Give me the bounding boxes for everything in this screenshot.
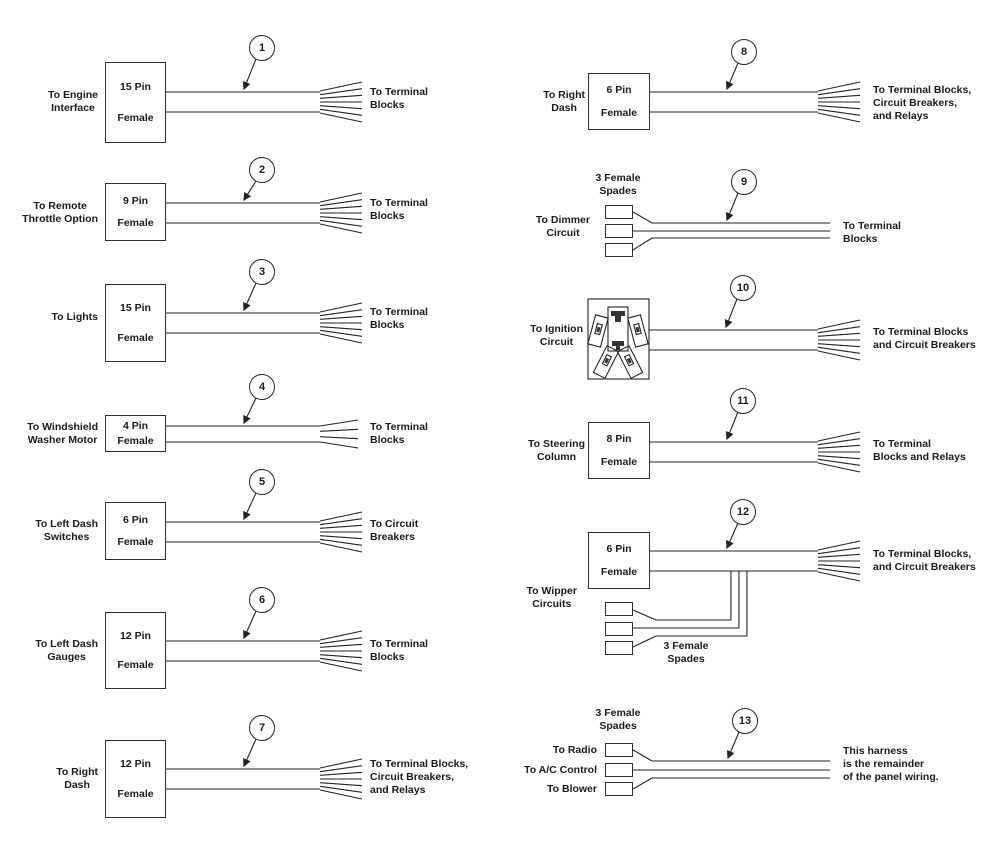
harness-9-right-label bbox=[843, 220, 901, 246]
label-line: To Terminal Blocks, bbox=[873, 548, 972, 560]
harness-12-spade-1 bbox=[605, 602, 633, 616]
connector-pins: 12 Pin bbox=[120, 758, 151, 771]
harness-2-right-label bbox=[370, 197, 428, 223]
label-line: To Windshield bbox=[27, 421, 98, 433]
harness-9-spade-3 bbox=[605, 243, 633, 257]
harness-1-right-label bbox=[370, 86, 428, 112]
harness-8-right-label bbox=[873, 84, 971, 123]
label-line: Blocks bbox=[370, 651, 405, 663]
label-line: Blocks bbox=[370, 99, 405, 111]
connector-gender: Female bbox=[117, 217, 154, 230]
harness-2-wires bbox=[166, 181, 362, 233]
connector-pins: 9 Pin bbox=[122, 194, 149, 207]
ignition-connector-icon bbox=[588, 299, 649, 379]
harness-3-callout: 3 bbox=[249, 259, 275, 285]
connector-gender: Female bbox=[117, 111, 154, 124]
label-line: To Wipper bbox=[526, 585, 577, 597]
label-line: To Remote bbox=[33, 200, 87, 212]
connector-gender: Female bbox=[600, 565, 638, 578]
harness-5-wires bbox=[166, 493, 362, 552]
label-line: Blocks bbox=[370, 434, 405, 446]
connector-pins: 4 Pin bbox=[122, 419, 149, 432]
harness-9-spade-1 bbox=[605, 205, 633, 219]
harness-13-radio-label: To Radio bbox=[552, 744, 597, 756]
harness-11-callout: 11 bbox=[730, 388, 756, 414]
harness-4-connector-box bbox=[105, 415, 166, 452]
harness-12-connector-box bbox=[588, 532, 650, 589]
harness-1-callout: 1 bbox=[249, 35, 275, 61]
harness-8-wires bbox=[650, 63, 860, 122]
harness-13-wires bbox=[633, 732, 830, 789]
harness-3-connector-box bbox=[105, 284, 166, 362]
connector-pins: 15 Pin bbox=[120, 302, 151, 315]
label-line: 3 Female bbox=[663, 640, 709, 652]
label-line: of the panel wiring. bbox=[843, 771, 939, 783]
label-line: To Steering bbox=[528, 438, 585, 450]
harness-13-blower-label: To Blower bbox=[547, 783, 597, 795]
harness-13-spades-label bbox=[585, 707, 651, 733]
harness-5-connector-box bbox=[105, 502, 166, 560]
harness-3-right-label bbox=[370, 306, 428, 332]
harness-9-wires bbox=[633, 193, 830, 250]
harness-1-wires bbox=[166, 59, 362, 122]
label-line: Circuit bbox=[539, 336, 574, 348]
connector-pins: 12 Pin bbox=[120, 630, 151, 642]
harness-12-right-label bbox=[873, 548, 976, 574]
harness-7-callout: 7 bbox=[249, 715, 275, 741]
harness-12-callout: 12 bbox=[730, 499, 756, 525]
label-line: Circuit Breakers, bbox=[370, 771, 455, 783]
harness-4-left-label bbox=[27, 421, 98, 447]
label-line: Spades bbox=[599, 185, 637, 197]
harness-13-ac-control-label: To A/C Control bbox=[524, 764, 597, 776]
label-line: To Terminal bbox=[843, 220, 901, 232]
harness-2-connector-box bbox=[105, 183, 166, 241]
harness-1-left-label bbox=[48, 89, 98, 115]
label-line: To Left Dash bbox=[35, 638, 98, 650]
label-line: Blocks bbox=[370, 319, 405, 331]
label-line: To Terminal bbox=[370, 197, 428, 209]
label-line: To Engine bbox=[48, 89, 98, 101]
label-line: Breakers bbox=[370, 531, 415, 543]
label-line: To Terminal bbox=[370, 638, 428, 650]
harness-4-wires bbox=[166, 398, 358, 448]
label-line: This harness bbox=[843, 745, 908, 757]
harness-8-left-label bbox=[543, 89, 585, 115]
label-line: Circuits bbox=[532, 598, 572, 610]
harness-9-left-label bbox=[536, 214, 590, 240]
connector-pins: 8 Pin bbox=[606, 433, 632, 446]
label-line: To Terminal bbox=[370, 86, 428, 98]
harness-7-right-label bbox=[370, 758, 468, 797]
connector-pins: 6 Pin bbox=[122, 513, 149, 526]
label-line: Washer Motor bbox=[27, 434, 98, 446]
harness-6-wires bbox=[166, 611, 362, 671]
label-line: To Terminal Blocks, bbox=[370, 758, 469, 770]
harness-5-callout: 5 bbox=[249, 469, 275, 495]
connector-gender: Female bbox=[117, 536, 154, 549]
label-line: Throttle Option bbox=[22, 213, 98, 225]
connector-gender: Female bbox=[117, 331, 154, 344]
harness-13-right-label bbox=[843, 745, 939, 784]
label-line: To Terminal bbox=[370, 306, 428, 318]
harness-12-left-label bbox=[527, 585, 577, 611]
harness-11-left-label bbox=[528, 438, 585, 464]
connector-gender: Female bbox=[117, 787, 154, 800]
label-line: Gauges bbox=[47, 651, 86, 663]
harness-6-connector-box bbox=[105, 612, 166, 689]
label-line: To Dimmer bbox=[535, 214, 590, 226]
connector-pins: 6 Pin bbox=[606, 84, 632, 97]
harness-5-left-label bbox=[35, 518, 98, 544]
label-line: To Ignition bbox=[530, 323, 583, 335]
label-line: To Left Dash bbox=[35, 518, 98, 530]
label-line: To Right bbox=[56, 766, 98, 778]
label-line: Interface bbox=[51, 102, 95, 114]
label-line: and Relays bbox=[873, 110, 929, 122]
harness-2-callout: 2 bbox=[249, 157, 275, 183]
label-line: Circuit bbox=[546, 227, 580, 239]
harness-6-callout: 6 bbox=[249, 587, 275, 613]
harness-13-spade-1 bbox=[605, 743, 633, 757]
harness-3-left-label bbox=[52, 311, 98, 324]
label-line: Column bbox=[536, 451, 577, 463]
label-line: Dash bbox=[64, 779, 90, 791]
harness-9-spade-2 bbox=[605, 224, 633, 238]
harness-10-right-label bbox=[873, 326, 976, 352]
harness-5-right-label bbox=[370, 518, 418, 544]
harness-9-callout: 9 bbox=[731, 169, 757, 195]
harness-6-left-label bbox=[35, 638, 98, 664]
harness-10-wires bbox=[649, 299, 860, 360]
harness-10-left-label bbox=[530, 323, 583, 349]
harness-11-wires bbox=[650, 412, 860, 472]
harness-1-connector-box bbox=[105, 62, 166, 143]
harness-7-wires bbox=[166, 739, 362, 799]
label-line: and Circuit Breakers bbox=[873, 561, 976, 573]
connector-pins: 15 Pin bbox=[120, 81, 151, 94]
label-line: Blocks and Relays bbox=[873, 451, 966, 463]
harness-13-spade-3 bbox=[605, 782, 633, 796]
harness-8-connector-box bbox=[588, 73, 650, 130]
harness-10-callout: 10 bbox=[730, 275, 756, 301]
label-line: Dash bbox=[551, 102, 577, 114]
label-line: and Relays bbox=[370, 784, 426, 796]
label-line: To Terminal Blocks bbox=[873, 326, 969, 338]
label-line: To Terminal bbox=[873, 438, 931, 450]
label-line: is the remainder bbox=[843, 758, 925, 770]
label-line: To Terminal Blocks, bbox=[873, 84, 972, 96]
label-line: Switches bbox=[43, 531, 90, 543]
harness-12-spades-label bbox=[653, 640, 719, 666]
harness-7-left-label bbox=[56, 766, 98, 792]
harness-12-wires bbox=[633, 523, 860, 647]
connector-pins: 6 Pin bbox=[606, 543, 632, 556]
harness-7-connector-box bbox=[105, 740, 166, 818]
harness-11-right-label bbox=[873, 438, 966, 464]
label-line: Spades bbox=[599, 720, 637, 732]
harness-11-connector-box bbox=[588, 422, 650, 479]
harness-2-left-label bbox=[22, 200, 98, 226]
harness-13-callout: 13 bbox=[732, 708, 758, 734]
label-line: Blocks bbox=[843, 233, 878, 245]
label-line: 3 Female bbox=[595, 707, 641, 719]
label-line: To Circuit bbox=[370, 518, 419, 530]
harness-6-right-label bbox=[370, 638, 428, 664]
connector-gender: Female bbox=[600, 106, 638, 119]
harness-4-right-label bbox=[370, 421, 428, 447]
connector-gender: Female bbox=[600, 455, 638, 468]
harness-9-spades-label bbox=[585, 172, 651, 198]
label-line: Blocks bbox=[370, 210, 405, 222]
connector-gender: Female bbox=[117, 659, 154, 671]
connector-gender: Female bbox=[117, 435, 154, 448]
label-line: and Circuit Breakers bbox=[873, 339, 976, 351]
harness-13-spade-2 bbox=[605, 763, 633, 777]
harness-8-callout: 8 bbox=[731, 39, 757, 65]
harness-4-callout: 4 bbox=[249, 374, 275, 400]
label-line: 3 Female bbox=[595, 172, 641, 184]
harness-12-spade-3 bbox=[605, 641, 633, 655]
label-line: To Right bbox=[543, 89, 585, 101]
label-line: To Terminal bbox=[370, 421, 428, 433]
harness-12-spade-2 bbox=[605, 622, 633, 636]
label-line: To Lights bbox=[51, 311, 98, 323]
label-line: Spades bbox=[667, 653, 705, 665]
label-line: Circuit Breakers, bbox=[873, 97, 958, 109]
harness-3-wires bbox=[166, 283, 362, 343]
